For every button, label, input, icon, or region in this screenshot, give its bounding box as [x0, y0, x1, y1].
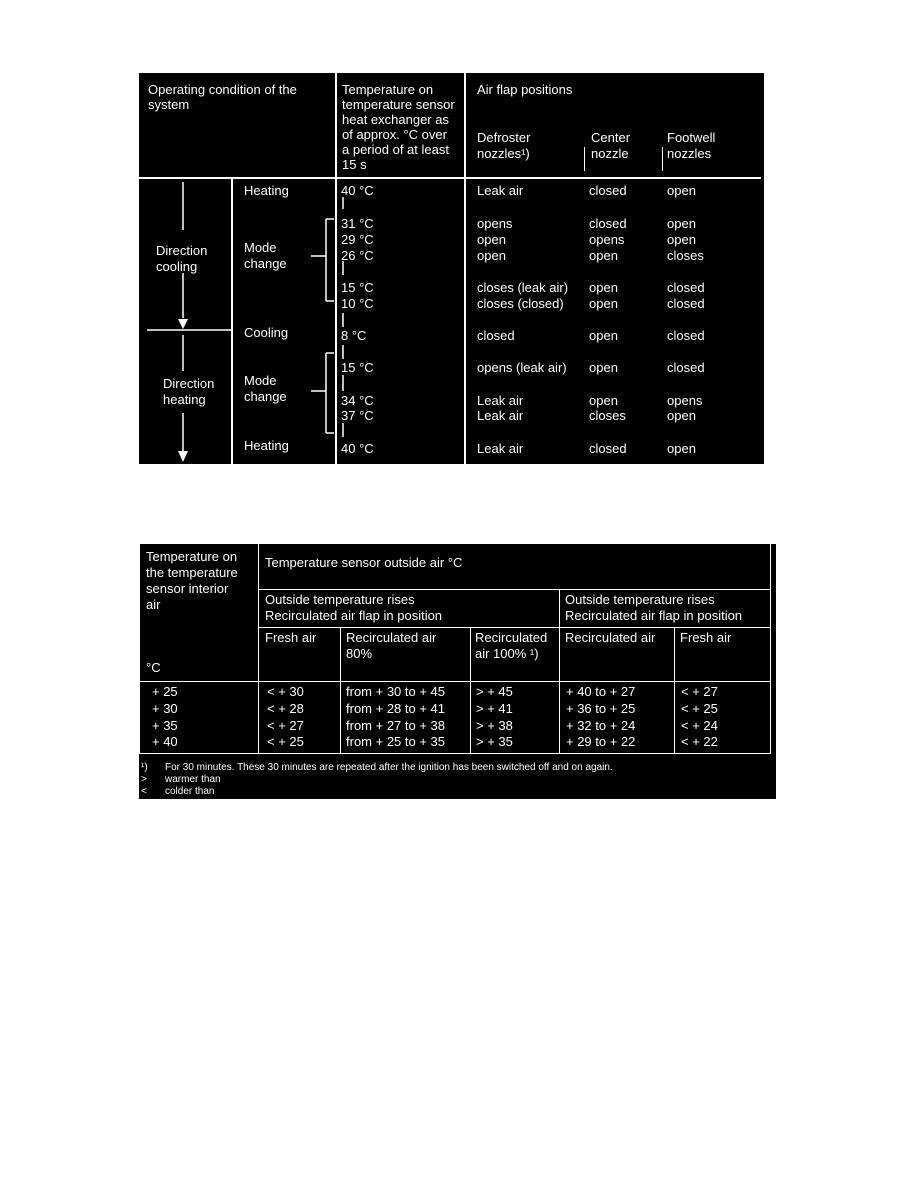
row-defroster: open — [477, 248, 506, 263]
row-footwell: opens — [667, 393, 703, 408]
header-temperature-line3: heat exchanger as — [342, 112, 449, 127]
row-defroster: opens (leak air) — [477, 360, 567, 375]
row-footwell: closes — [667, 248, 704, 263]
col-recirc80-line2: 80% — [346, 646, 373, 661]
direction-cooling-line2: cooling — [156, 259, 198, 274]
row-center: closes — [589, 408, 626, 423]
row-center: open — [589, 296, 618, 311]
row-temperature: 15 °C — [341, 360, 374, 375]
header-interior-line2: the temperature — [146, 565, 238, 580]
row-center: open — [589, 248, 618, 263]
header-defroster-line2: nozzles¹) — [477, 146, 530, 161]
row-center: opens — [589, 232, 625, 247]
header-unit: °C — [146, 660, 161, 675]
header-interior-line1: Temperature on — [146, 549, 238, 564]
arrow-down-icon — [178, 319, 188, 329]
table-border — [770, 544, 771, 754]
footnote-text: For 30 minutes. These 30 minutes are repeated after the ignition has been switched off and on again. — [165, 762, 613, 773]
header-temperature-line6: 15 s — [342, 157, 367, 172]
footnote-mark: ¹) — [141, 762, 148, 773]
footnote-text: warmer than — [165, 774, 221, 785]
cell-fresh2: < + 27 — [681, 684, 718, 699]
row-temperature: 40 °C — [341, 441, 374, 456]
header-condition-line1: Operating condition of the — [148, 82, 297, 97]
header-interior-line4: air — [146, 597, 161, 612]
cell-fresh: < + 28 — [267, 701, 304, 716]
table-border — [139, 544, 140, 754]
group-right-line2: Recirculated air flap in position — [565, 608, 743, 623]
row-defroster: Leak air — [477, 393, 524, 408]
row-footwell: closed — [667, 280, 705, 295]
mode-change-cooling-line1: Mode — [244, 240, 277, 255]
row-center: open — [589, 280, 618, 295]
col-fresh-air: Fresh air — [265, 630, 317, 645]
cell-recirc: + 29 to + 22 — [566, 734, 636, 749]
row-label: Cooling — [244, 325, 289, 340]
col-recirc100-line1: Recirculated — [475, 630, 548, 645]
row-defroster: Leak air — [477, 183, 524, 198]
group-right-line1: Outside temperature rises — [565, 592, 715, 607]
mode-change-cooling-line2: change — [244, 256, 287, 271]
header-interior-line3: sensor interior — [146, 581, 229, 596]
column-divider — [464, 73, 466, 464]
cell-recirc80: from + 28 to + 41 — [346, 701, 446, 716]
header-temperature-line5: a period of at least — [342, 142, 449, 157]
header-rule — [258, 589, 771, 590]
row-temperature: 26 °C — [341, 248, 374, 263]
column-divider — [258, 544, 259, 754]
cell-recirc80: from + 27 to + 38 — [346, 718, 446, 733]
footnote-text: colder than — [165, 786, 215, 797]
cell-fresh2: < + 22 — [681, 734, 718, 749]
direction-cooling-line1: Direction — [156, 243, 208, 258]
recirculated-air-table — [139, 544, 776, 799]
row-temperature: 40 °C — [341, 183, 374, 198]
table-border — [139, 753, 771, 754]
cell-recirc: + 36 to + 25 — [566, 701, 636, 716]
group-left-line1: Outside temperature rises — [265, 592, 415, 607]
cell-fresh2: < + 24 — [681, 718, 718, 733]
row-center: closed — [589, 183, 627, 198]
row-footwell: open — [667, 183, 696, 198]
cell-recirc100: > + 45 — [476, 684, 513, 699]
header-defroster-line1: Defroster — [477, 130, 531, 145]
header-outside-air: Temperature sensor outside air °C — [265, 555, 463, 570]
column-divider — [559, 589, 560, 754]
col-recirculated-air: Recirculated air — [565, 630, 656, 645]
row-temperature: 31 °C — [341, 216, 374, 231]
header-air-flap: Air flap positions — [477, 82, 573, 97]
header-condition-line2: system — [148, 97, 190, 112]
group-left-line2: Recirculated air flap in position — [265, 608, 443, 623]
row-defroster: Leak air — [477, 441, 524, 456]
row-center: open — [589, 360, 618, 375]
cell-interior: + 30 — [152, 701, 178, 716]
row-center: open — [589, 328, 618, 343]
cell-interior: + 40 — [152, 734, 178, 749]
col-fresh-air-2: Fresh air — [680, 630, 732, 645]
row-defroster: closes (leak air) — [477, 280, 569, 295]
header-temperature-line1: Temperature on — [342, 82, 434, 97]
air-flap-positions-table — [139, 73, 764, 464]
cell-recirc100: > + 35 — [476, 734, 513, 749]
cell-fresh2: < + 25 — [681, 701, 718, 716]
column-divider — [340, 627, 341, 754]
cell-fresh: < + 30 — [267, 684, 304, 699]
row-temperature: 34 °C — [341, 393, 374, 408]
row-defroster: closed — [477, 328, 515, 343]
cell-recirc80: from + 30 to + 45 — [346, 684, 446, 699]
cell-recirc100: > + 41 — [476, 701, 513, 716]
cell-recirc: + 40 to + 27 — [566, 684, 636, 699]
row-temperature: 29 °C — [341, 232, 374, 247]
header-center-line1: Center — [591, 130, 631, 145]
header-rule — [258, 627, 771, 628]
row-temperature: 15 °C — [341, 280, 374, 295]
cell-fresh: < + 27 — [267, 718, 304, 733]
row-temperature: 8 °C — [341, 328, 367, 343]
header-temperature-line2: temperature sensor — [342, 97, 455, 112]
row-footwell: open — [667, 232, 696, 247]
cell-recirc80: from + 25 to + 35 — [346, 734, 446, 749]
cell-interior: + 25 — [152, 684, 178, 699]
row-defroster: Leak air — [477, 408, 524, 423]
row-center: open — [589, 393, 618, 408]
direction-heating-line1: Direction — [163, 376, 215, 391]
header-temperature-line4: of approx. °C over — [342, 127, 447, 142]
column-divider — [584, 147, 585, 171]
row-center: closed — [589, 216, 627, 231]
header-footwell-line1: Footwell — [667, 130, 716, 145]
row-label: Heating — [244, 183, 289, 198]
header-footwell-line2: nozzles — [667, 146, 712, 161]
row-footwell: open — [667, 408, 696, 423]
row-temperature: 37 °C — [341, 408, 374, 423]
col-recirc80-line1: Recirculated air — [346, 630, 437, 645]
cell-interior: + 35 — [152, 718, 178, 733]
mode-change-heating-line2: change — [244, 389, 287, 404]
row-defroster: closes (closed) — [477, 296, 564, 311]
cell-fresh: < + 25 — [267, 734, 304, 749]
column-divider — [662, 147, 663, 171]
column-divider — [470, 627, 471, 754]
row-defroster: opens — [477, 216, 513, 231]
row-label: Heating — [244, 438, 289, 453]
row-temperature: 10 °C — [341, 296, 374, 311]
row-center: closed — [589, 441, 627, 456]
direction-heating-line2: heating — [163, 392, 206, 407]
row-footwell: closed — [667, 360, 705, 375]
col-recirc100-line2: air 100% ¹) — [475, 646, 539, 661]
row-footwell: closed — [667, 328, 705, 343]
cell-recirc100: > + 38 — [476, 718, 513, 733]
row-footwell: open — [667, 441, 696, 456]
header-rule — [139, 681, 771, 682]
mode-change-heating-line1: Mode — [244, 373, 277, 388]
row-footwell: closed — [667, 296, 705, 311]
row-defroster: open — [477, 232, 506, 247]
footnote-mark: > — [141, 774, 147, 785]
header-center-line2: nozzle — [591, 146, 629, 161]
row-footwell: open — [667, 216, 696, 231]
arrow-down-icon — [178, 451, 188, 462]
column-divider — [674, 627, 675, 754]
cell-recirc: + 32 to + 24 — [566, 718, 636, 733]
footnote-mark: < — [141, 786, 147, 797]
